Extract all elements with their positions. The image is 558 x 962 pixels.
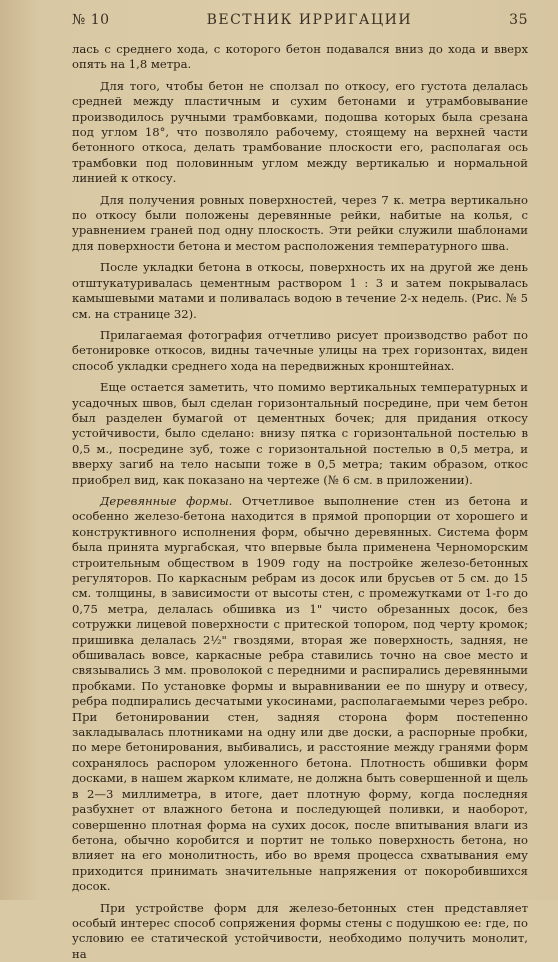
paragraph-2: Для того, чтобы бетон не сползал по откосу, его густота делалась средней между пластичным и сухим бетонами и утрамбовывание производилось ручными трамбовками, подошва которых была срезана под углом 18°, что позволяло рабочему, стоящему на верхней части бетонного откоса, делать трамбование плоскости его, располагая ось трамбовки под половинным углом между вертикалью и нормальной линией к откосу. — [72, 78, 528, 186]
running-header — [72, 12, 528, 28]
issue-number: № 10 — [72, 12, 110, 28]
paragraph-3: Для получения ровных поверхностей, через 7 к. метра вертикально по откосу были положены деревянные рейки, набитые на колья, с уравнением граней под одну плоскость. Эти рейки служили шаблонами для поверхности бетона и местом расположения температурного шва. — [72, 192, 528, 253]
paragraph-5: Прилагаемая фотография отчетливо рисует производство работ по бетонировке откосов, видны тачечные улицы на трех горизонтах, виден способ укладки среднего хода на передвижных кронштейнах. — [72, 327, 528, 373]
page-number: 35 — [509, 12, 528, 28]
paragraph-7 — [72, 494, 528, 895]
article-body — [72, 42, 528, 962]
journal-title: ВЕСТНИК ИРРИГАЦИИ — [206, 12, 413, 28]
paragraph-6: Еще остается заметить, что помимо вертикальных температурных и усадочных швов, был сделан горизонтальный посредине, при чем бетон был разделен бумагой от цементных бочек; для придания откосу устойчивости, было сделано: внизу пятка с горизонтальной постелью в 0,5 м., посредине зуб, тоже с горизонтальной постелью в 0,5 метра, и вверху загиб на тело насыпи тоже в 0,5 метра; таким образом, откос приобрел вид, как показано на чертеже (№ 6 см. в приложении). — [72, 380, 528, 487]
paragraph-1: лась с среднего хода, с которого бетон подавался вниз до хода и вверх опять на 1,8 метра. — [72, 42, 528, 72]
paragraph-4: После укладки бетона в откосы, поверхность их на другой же день отштукатуривалась цементным раствором 1 : 3 и затем покрывалась камышевыми матами и поливалась водою в течение 2-х недель. (Рис. № 5 см. на странице 32). — [72, 260, 528, 321]
section-heading-wooden-forms: Деревянные формы. — [100, 493, 233, 508]
paragraph-7-text: Отчетливое выполнение стен из бетона и особенно железо-бетона находится в прямой пропорции от хорошего и конструктивного исполнения форм, обычно деревянных. Система форм была принята мургабская, что впервые была применена Черноморским строительным обществом в 1909 году на постройке железо-бетонных регуляторов. По каркасным ребрам из досок или брусьев от 5 см. до 15 см. толщины, в зависимости от высоты стен, с промежутками от 1-го до 0,75 метра, делалась обшивка из 1" чисто обрезанных досок, без сотружки лицевой поверхности с притеской топором, под черту кромок; пришивка делалась 2½" гвоздями, вторая же поверхность, задняя, не обшивалась вовсе, каркасные ребра ставились точно на свое место и связывались 3 мм. проволокой с передними и распирались деревянными пробками. По установке формы и выравнивании ее по шнуру и отвесу, ребра подпирались десчатыми укосинами, располагаемыми через ребро. При бетонировании стен, задняя сторона форм постепенно закладывалась плотниками на одну или две доски, а распорные пробки, по мере бетонирования, выбивались, и расстояние между гранями форм сохранялось распором уложенного бетона. Плотность обшивки форм досками, в нашем жарком климате, не должна быть совершенной и щель в 2—3 миллиметра, в итоге, дает плотную форму, когда последняя разбухнет от влажного бетона и последующей поливки, и наоборот, совершенно плотная форма на сухих досок, после впитывания влаги из бетона, обычно коробится и портит не только поверхность бетона, но влияет на его монолитность, ибо во время процесса схватывания ему приходится принимать значительные напряжения от покоробившихся досок. — [72, 493, 528, 894]
paragraph-8: При устройстве форм для железо-бетонных стен представляет особый интерес способ сопряжения формы стены с подушкою ее: где, по условию ее статической устойчивости, необходимо получить монолит, на — [72, 900, 528, 961]
